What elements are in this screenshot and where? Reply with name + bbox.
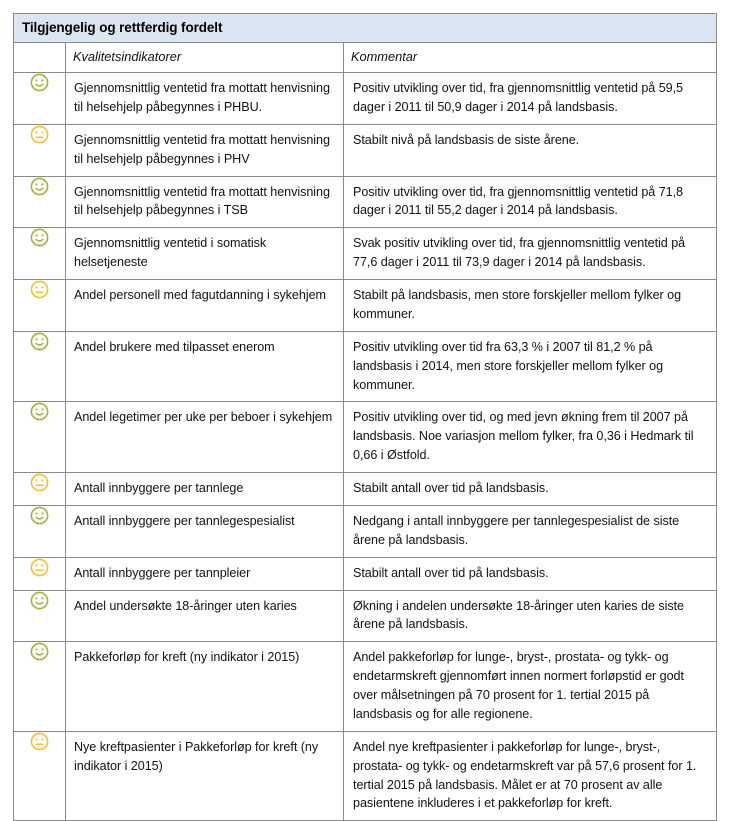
- table-row: [14, 124, 717, 176]
- indicator-text: Andel brukere med tilpasset enerom: [74, 339, 275, 354]
- table-header-row: [14, 43, 717, 73]
- column-header-comment-label: Kommentar: [351, 49, 418, 64]
- table-row: [14, 402, 717, 473]
- indicator-text: Andel legetimer per uke per beboer i sykehjem: [74, 410, 333, 425]
- status-cell: [14, 176, 66, 228]
- smiley-neutral-icon: [30, 732, 49, 751]
- status-cell: [14, 642, 66, 732]
- table-row: [14, 473, 717, 506]
- status-cell: [14, 280, 66, 332]
- column-header-icon: [14, 43, 66, 73]
- indicator-cell: [66, 331, 344, 402]
- comment-text: Nedgang i antall innbyggere per tannlegespesialist de siste årene på landsbasis.: [353, 513, 680, 547]
- column-header-indicator-label: Kvalitetsindikatorer: [73, 49, 182, 64]
- quality-indicator-table: [13, 13, 717, 821]
- smiley-neutral-icon: [30, 558, 49, 577]
- comment-text: Andel nye kreftpasienter i pakkeforløp for lunge-, bryst-, prostata- og tykk- og endetarmskreft var på 57,6 prosent for 1. tertial 2015 på landsbasis. Målet er at 70 prosent av alle pasientene inkluderes i et pakkeforløp for kreft.: [353, 739, 697, 811]
- comment-cell: [344, 73, 717, 125]
- indicator-text: Andel personell med fagutdanning i sykehjem: [74, 288, 326, 302]
- indicator-cell: [66, 280, 344, 332]
- comment-cell: [344, 402, 717, 473]
- comment-text: Stabilt på landsbasis, men store forskjeller mellom fylker og kommuner.: [353, 288, 682, 321]
- column-header-indicator: [66, 43, 344, 73]
- comment-cell: [344, 331, 717, 402]
- comment-cell: [344, 124, 717, 176]
- indicator-cell: [66, 473, 344, 506]
- table-body: [14, 14, 717, 821]
- indicator-cell: [66, 590, 344, 642]
- comment-text: Positiv utvikling over tid fra 63,3 % i 2007 til 81,2 % på landsbasis i 2014, men store forskjeller mellom fylker og kommuner.: [353, 339, 664, 392]
- indicator-text: Antall innbyggere per tannpleier: [74, 565, 251, 580]
- smiley-neutral-icon: [30, 473, 49, 492]
- status-cell: [14, 331, 66, 402]
- smiley-neutral-icon: [30, 125, 49, 144]
- comment-text: Stabilt antall over tid på landsbasis.: [353, 481, 549, 495]
- smiley-neutral-icon: [30, 280, 49, 299]
- comment-cell: [344, 473, 717, 506]
- smiley-positive-icon: [30, 402, 49, 421]
- comment-cell: [344, 557, 717, 590]
- indicator-cell: [66, 228, 344, 280]
- comment-text: Positiv utvikling over tid, og med jevn økning frem til 2007 på landsbasis. Noe variasjon mellom fylker, fra 0,36 i Hedmark til 0,66 i Østfold.: [353, 410, 694, 463]
- table-row: [14, 590, 717, 642]
- comment-text: Svak positiv utvikling over tid, fra gjennomsnittlig ventetid på 77,6 dager i 2011 til 73,9 dager i 2014 på landsbasis.: [353, 236, 686, 270]
- indicator-cell: [66, 402, 344, 473]
- comment-text: Stabilt antall over tid på landsbasis.: [353, 565, 549, 580]
- comment-cell: [344, 228, 717, 280]
- table-title-row: [14, 14, 717, 43]
- status-cell: [14, 124, 66, 176]
- status-cell: [14, 473, 66, 506]
- indicator-cell: [66, 176, 344, 228]
- status-cell: [14, 73, 66, 125]
- indicator-cell: [66, 642, 344, 732]
- table-row: [14, 228, 717, 280]
- indicator-text: Gjennomsnittlig ventetid fra mottatt henvisning til helsehjelp påbegynnes i TSB: [74, 184, 330, 218]
- indicator-text: Andel undersøkte 18-åringer uten karies: [74, 598, 297, 613]
- table-row: [14, 73, 717, 125]
- smiley-positive-icon: [30, 332, 49, 351]
- table-row: [14, 505, 717, 557]
- comment-text: Økning i andelen undersøkte 18-åringer uten karies de siste årene på landsbasis.: [353, 598, 684, 632]
- comment-text: Positiv utvikling over tid, fra gjennomsnittlig ventetid på 59,5 dager i 2011 til 50,9 dager i 2014 på landsbasis.: [353, 81, 684, 114]
- comment-cell: [344, 280, 717, 332]
- table-title-cell: [14, 14, 717, 43]
- smiley-positive-icon: [30, 506, 49, 525]
- comment-cell: [344, 176, 717, 228]
- page-title: Tilgjengelig og rettferdig fordelt: [22, 19, 223, 35]
- status-cell: [14, 228, 66, 280]
- column-header-comment: [344, 43, 717, 73]
- comment-cell: [344, 642, 717, 732]
- table-row: [14, 176, 717, 228]
- comment-cell: [344, 590, 717, 642]
- indicator-text: Pakkeforløp for kreft (ny indikator i 2015): [74, 650, 300, 665]
- table-row: [14, 557, 717, 590]
- table-row: [14, 642, 717, 732]
- smiley-positive-icon: [30, 177, 49, 196]
- status-cell: [14, 557, 66, 590]
- indicator-cell: [66, 73, 344, 125]
- comment-text: Stabilt nivå på landsbasis de siste årene.: [353, 132, 580, 147]
- status-cell: [14, 402, 66, 473]
- indicator-text: Nye kreftpasienter i Pakkeforløp for kreft (ny indikator i 2015): [74, 739, 319, 773]
- smiley-positive-icon: [30, 228, 49, 247]
- indicator-text: Antall innbyggere per tannlege: [74, 481, 244, 495]
- status-cell: [14, 590, 66, 642]
- status-cell: [14, 505, 66, 557]
- indicator-cell: [66, 124, 344, 176]
- smiley-positive-icon: [30, 73, 49, 92]
- comment-cell: [344, 505, 717, 557]
- indicator-text: Gjennomsnittlig ventetid fra mottatt henvisning til helsehjelp påbegynnes i PHV: [74, 132, 330, 166]
- table-row: [14, 331, 717, 402]
- indicator-text: Gjennomsnittlig ventetid fra mottatt henvisning til helsehjelp påbegynnes i PHBU.: [74, 81, 330, 114]
- comment-text: Positiv utvikling over tid, fra gjennomsnittlig ventetid på 71,8 dager i 2011 til 55,2 dager i 2014 på landsbasis.: [353, 184, 684, 218]
- smiley-positive-icon: [30, 591, 49, 610]
- indicator-cell: [66, 505, 344, 557]
- smiley-positive-icon: [30, 642, 49, 661]
- table-row: [14, 280, 717, 332]
- indicator-text: Gjennomsnittlig ventetid i somatisk helsetjeneste: [74, 236, 267, 270]
- indicator-text: Antall innbyggere per tannlegespesialist: [74, 513, 295, 528]
- comment-text: Andel pakkeforløp for lunge-, bryst-, prostata- og tykk- og endetarmskreft gjennomført innen normert forløpstid er godt over målsetningen på 70 prosent for 1. tertial 2015 på landsbasis og for alle regionene.: [353, 650, 684, 721]
- indicator-cell: [66, 557, 344, 590]
